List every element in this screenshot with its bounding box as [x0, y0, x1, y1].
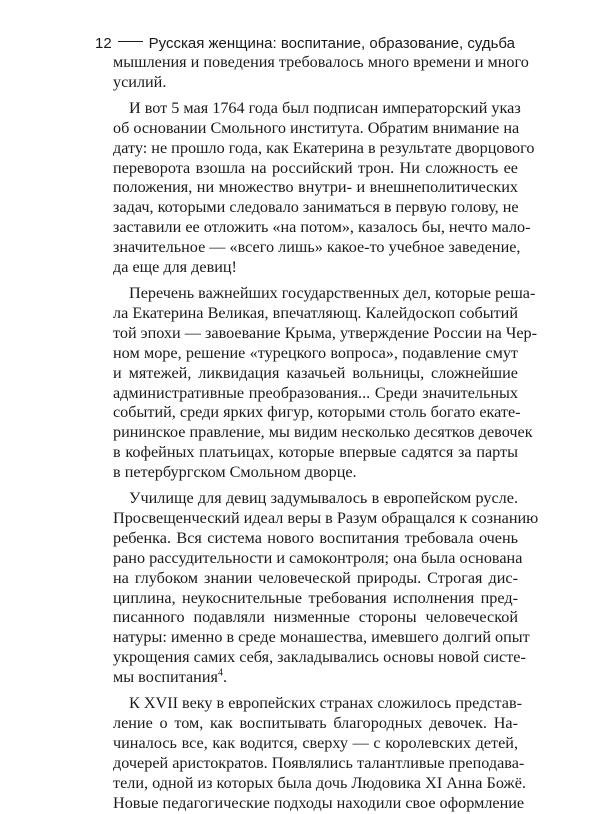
text-line — [113, 138, 535, 159]
text-line — [113, 384, 518, 404]
line-text: на глубоком знании человеческой природы. Строгая дис- — [113, 568, 518, 587]
text-line — [113, 793, 525, 814]
line-text: Новые педагогические подходы находили свое оформление — [113, 793, 525, 812]
text-line — [113, 283, 536, 304]
text-line — [113, 508, 539, 529]
text-line — [113, 119, 518, 139]
line-text: И вот 5 мая 1764 года был подписан императорский указ — [129, 98, 521, 117]
text-line — [113, 569, 518, 589]
text-line — [113, 608, 518, 628]
line-text: циплина, неукоснительные требования исполнения пред- — [113, 588, 518, 607]
text-line — [113, 443, 518, 463]
text-line — [113, 734, 518, 754]
text-line — [113, 773, 526, 794]
text-line — [113, 463, 518, 483]
text-line — [113, 258, 518, 278]
page-number: 12 — [95, 34, 112, 52]
text-line — [113, 159, 518, 179]
footnote-ref[interactable]: 4 — [217, 667, 223, 679]
text-line — [113, 98, 521, 119]
line-text: и мятежей, ликвидация казачьей вольницы, сложнейшие — [113, 363, 518, 382]
line-text: в кофейных платьицах, которые впервые садятся за парты — [113, 443, 518, 462]
line-text: ла Екатерина Великая, впечатляющ. Калейдоскоп событий — [113, 303, 518, 322]
text-line — [113, 238, 521, 258]
line-text: да еще для девиц! — [113, 258, 237, 277]
line-text: чиналось все, как водится, сверху — с королевских детей, — [113, 733, 518, 752]
paragraph — [113, 53, 529, 93]
line-text: задач, которыми следовало заниматься в первую голову, не — [113, 198, 519, 217]
text-line — [113, 364, 518, 384]
line-text: дочерей аристократов. Появлялись талантливые преподава- — [113, 753, 525, 772]
line-text: ном море, решение «турецкого вопроса», подавление смут — [113, 343, 518, 362]
text-line — [113, 423, 533, 443]
line-text: мышления и поведения требовалось много времени и много — [113, 53, 529, 71]
line-text: мы воспитания — [113, 668, 218, 687]
paragraph — [113, 98, 535, 278]
line-text: в петербургском Смольном дворце. — [113, 463, 357, 482]
text-line — [113, 694, 522, 714]
line-text: тели, одной из которых была дочь Людовика XI Анна Божё. — [113, 773, 526, 792]
text-line — [113, 648, 526, 668]
line-text: натуры: именно в среде монашества, имевшего долгий опыт — [113, 628, 530, 647]
text-line — [113, 73, 518, 93]
line-text: ребенка. Вся система нового воспитания требовала очень — [113, 528, 518, 547]
text-line — [113, 753, 525, 774]
line-text: значительное — «всего лишь» какое-то учебное заведение, — [113, 238, 521, 257]
line-text: той эпохи — завоевание Крыма, утверждение России на Чер- — [113, 323, 538, 342]
text-line — [113, 178, 518, 198]
line-text: переворота взошла на российский трон. Ни сложность ее — [113, 158, 518, 177]
body-text — [113, 53, 539, 814]
paragraph — [113, 283, 538, 483]
line-text: заставили ее отложить «на потом», казалось бы, нечто мало- — [113, 218, 531, 237]
header-rule — [118, 41, 143, 42]
line-text: рининское правление, мы видим несколько десятков девочек — [113, 423, 533, 442]
text-line — [113, 304, 518, 324]
text-line — [113, 218, 531, 238]
text-line — [113, 628, 530, 648]
text-line — [113, 668, 518, 688]
line-text: событий, среди ярких фигур, которыми столь богато екате- — [113, 403, 521, 422]
line-text: об основании Смольного института. Обратим внимание на — [113, 118, 520, 137]
text-line — [113, 53, 529, 73]
text-line — [113, 344, 518, 364]
running-header — [95, 33, 515, 53]
line-text: укрощения самих себя, закладывались основы новой систе- — [113, 648, 526, 667]
line-text: К XVII веку в европейских странах сложилось представ- — [129, 694, 522, 713]
paragraph — [113, 489, 539, 688]
text-line — [113, 714, 518, 734]
line-text: положения, ни множество внутри- и внешнеполитических — [113, 178, 518, 197]
line-text: Училище для девиц задумывалось в европейском русле. — [129, 489, 518, 508]
text-line — [113, 403, 521, 423]
text-line — [113, 529, 518, 549]
line-tail: . — [222, 668, 227, 687]
paragraph — [113, 694, 526, 813]
line-text: ление о том, как воспитывать благородных девочек. На- — [113, 714, 518, 732]
text-line — [113, 589, 518, 609]
text-line — [113, 548, 523, 569]
text-line — [113, 198, 518, 218]
text-line — [113, 489, 518, 509]
line-text: писанного подавляли низменные стороны человеческой — [113, 608, 518, 627]
line-text: усилий. — [113, 72, 167, 91]
running-title: Русская женщина: воспитание, образование, судьба — [148, 34, 515, 52]
line-text: Перечень важнейших государственных дел, которые реша- — [129, 283, 536, 302]
line-text: дату: не прошло года, как Екатерина в результате дворцового — [113, 138, 535, 157]
text-line — [113, 323, 538, 344]
line-text: административные преобразования... Среди значительных — [113, 383, 518, 402]
line-text: рано рассудительности и самоконтроля; она была основана — [113, 548, 523, 567]
line-text: Просвещенческий идеал веры в Разум обращался к сознанию — [113, 508, 539, 527]
